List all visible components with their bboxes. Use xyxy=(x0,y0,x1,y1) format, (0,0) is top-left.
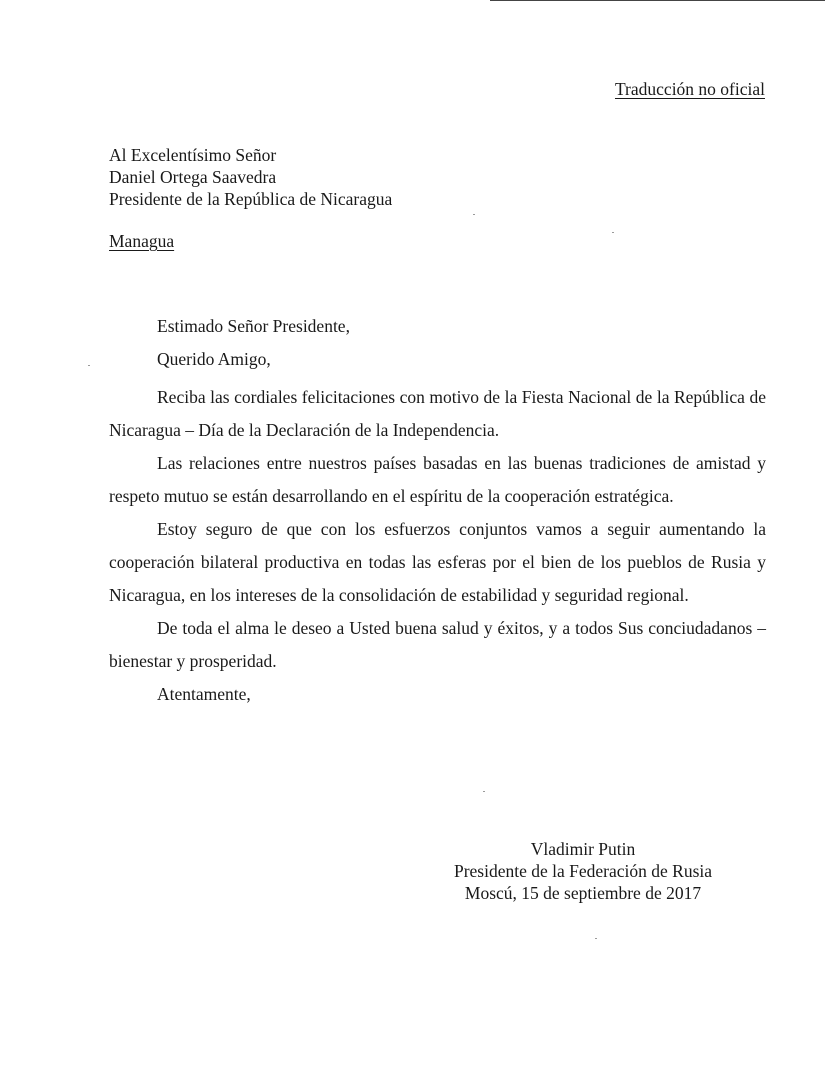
scan-speck xyxy=(483,791,485,792)
recipient-name: Daniel Ortega Saavedra xyxy=(109,167,277,187)
scan-speck xyxy=(595,938,597,939)
body-paragraph-relations: Las relaciones entre nuestros países basadas en las buenas tradiciones de amistad y respeto mutuo se están desarrollando en el espíritu de la cooperación estratégica. xyxy=(109,453,766,506)
scan-speck xyxy=(88,365,90,366)
recipient-honorific: Al Excelentísimo Señor xyxy=(109,145,277,165)
signature-block xyxy=(416,838,750,904)
closing-line: Atentamente, xyxy=(157,684,251,704)
unofficial-translation-note: Traducción no oficial xyxy=(614,79,765,99)
body-paragraph-wishes: De toda el alma le deseo a Usted buena salud y éxitos, y a todos Sus conciudadanos – bienestar y prosperidad. xyxy=(109,618,766,671)
recipient-title: Presidente de la República de Nicaragua xyxy=(109,189,393,209)
place-and-date: Moscú, 15 de septiembre de 2017 xyxy=(464,883,702,903)
scan-speck xyxy=(612,232,614,233)
recipient-city: Managua xyxy=(109,231,175,251)
salutation-friendly: Querido Amigo, xyxy=(157,349,271,369)
letter-body xyxy=(109,381,766,711)
signatory-name: Vladimir Putin xyxy=(530,839,636,859)
body-paragraph-cooperation: Estoy seguro de que con los esfuerzos conjuntos vamos a seguir aumentando la cooperación bilateral productiva en todas las esferas por el bien de los pueblos de Rusia y Nicaragua, en los intereses de la consolidación de estabilidad y seguridad regional. xyxy=(109,519,766,605)
scan-speck xyxy=(473,214,475,215)
body-paragraph-congratulations: Reciba las cordiales felicitaciones con motivo de la Fiesta Nacional de la República de Nicaragua – Día de la Declaración de la Independencia. xyxy=(109,387,766,440)
signatory-title: Presidente de la Federación de Rusia xyxy=(453,861,713,881)
recipient-block xyxy=(109,144,392,210)
scan-edge-line xyxy=(490,0,825,1)
salutation-formal: Estimado Señor Presidente, xyxy=(157,316,350,336)
